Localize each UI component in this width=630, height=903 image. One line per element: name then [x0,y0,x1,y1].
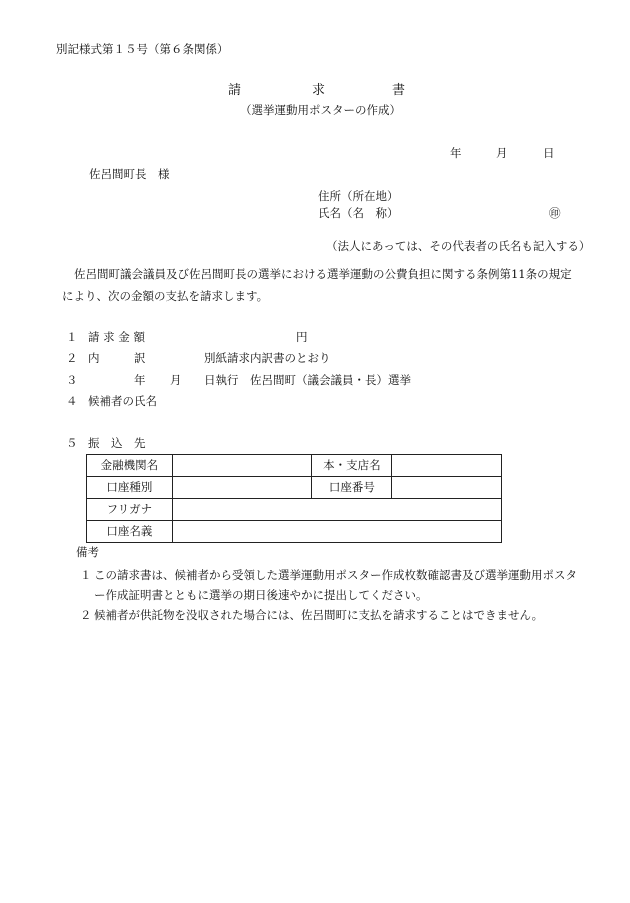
item-1-label: 請 求 金 額 [88,330,145,344]
title-char-1: 請 [228,83,242,98]
account-name-label: 口座名義 [87,521,173,543]
notes-heading: 備考 [76,545,99,559]
seal-mark: ㊞ [549,206,561,220]
item-2-number: ２ [66,351,78,365]
body-line-2: により、次の金額の支払を請求します。 [62,289,269,303]
bank-transfer-table [86,454,502,543]
address-label: 住所（所在地） [318,189,399,203]
item-2-label: 内 訳 [88,351,146,365]
corporate-note: （法人にあっては、その代表者の氏名も記入する） [326,239,591,253]
account-number-field[interactable] [392,477,502,499]
item-5-label: 振 込 先 [88,436,146,450]
item-1-number: １ [66,330,78,344]
note-1-line-2: ー作成証明書とともに選挙の期日後速やかに提出してください。 [94,588,428,602]
addressee: 佐呂間町長 様 [89,167,170,181]
account-number-label: 口座番号 [312,477,392,499]
table-row [87,455,502,477]
table-row [87,499,502,521]
account-type-field[interactable] [172,477,312,499]
form-number: 別記様式第１５号（第６条関係） [56,42,229,56]
title-char-3: 書 [392,83,406,98]
note-1-number: １ [80,568,92,582]
item-5-number: ５ [66,436,78,450]
item-4-label: 候補者の氏名 [88,394,157,408]
branch-field[interactable] [392,455,502,477]
item-4-number: ４ [66,394,78,408]
date-month: 月 [496,146,508,160]
bank-name-label: 金融機関名 [87,455,173,477]
table-row [87,521,502,543]
subtitle: （選挙運動用ポスターの作成） [240,103,401,117]
date-day: 日 [543,146,555,160]
name-label: 氏名（名 称） [318,206,399,220]
item-3-month: 月 [170,373,182,387]
branch-label: 本・支店名 [312,455,392,477]
table-row [87,477,502,499]
title-char-2: 求 [312,83,326,98]
note-1-line-1: この請求書は、候補者から受領した選挙運動用ポスター作成枚数確認書及び選挙運動用ポスタ [94,568,577,582]
bank-name-field[interactable] [172,455,312,477]
furigana-field[interactable] [172,499,501,521]
item-3-number: ３ [66,373,78,387]
note-2-text: 候補者が供託物を没収された場合には、佐呂間町に支払を請求することはできません。 [94,608,544,622]
item-1-value: 円 [296,330,308,344]
item-2-value: 別紙請求内訳書のとおり [204,351,331,365]
body-line-1: 佐呂間町議会議員及び佐呂間町長の選挙における選挙運動の公費負担に関する条例第11条の規定 [74,267,572,281]
account-type-label: 口座種別 [87,477,173,499]
item-3-value: 日執行 佐呂間町（議会議員・長）選挙 [204,373,411,387]
account-name-field[interactable] [172,521,501,543]
furigana-label: フリガナ [87,499,173,521]
note-2-number: ２ [80,608,92,622]
item-3-year: 年 [134,373,146,387]
date-year: 年 [450,146,462,160]
